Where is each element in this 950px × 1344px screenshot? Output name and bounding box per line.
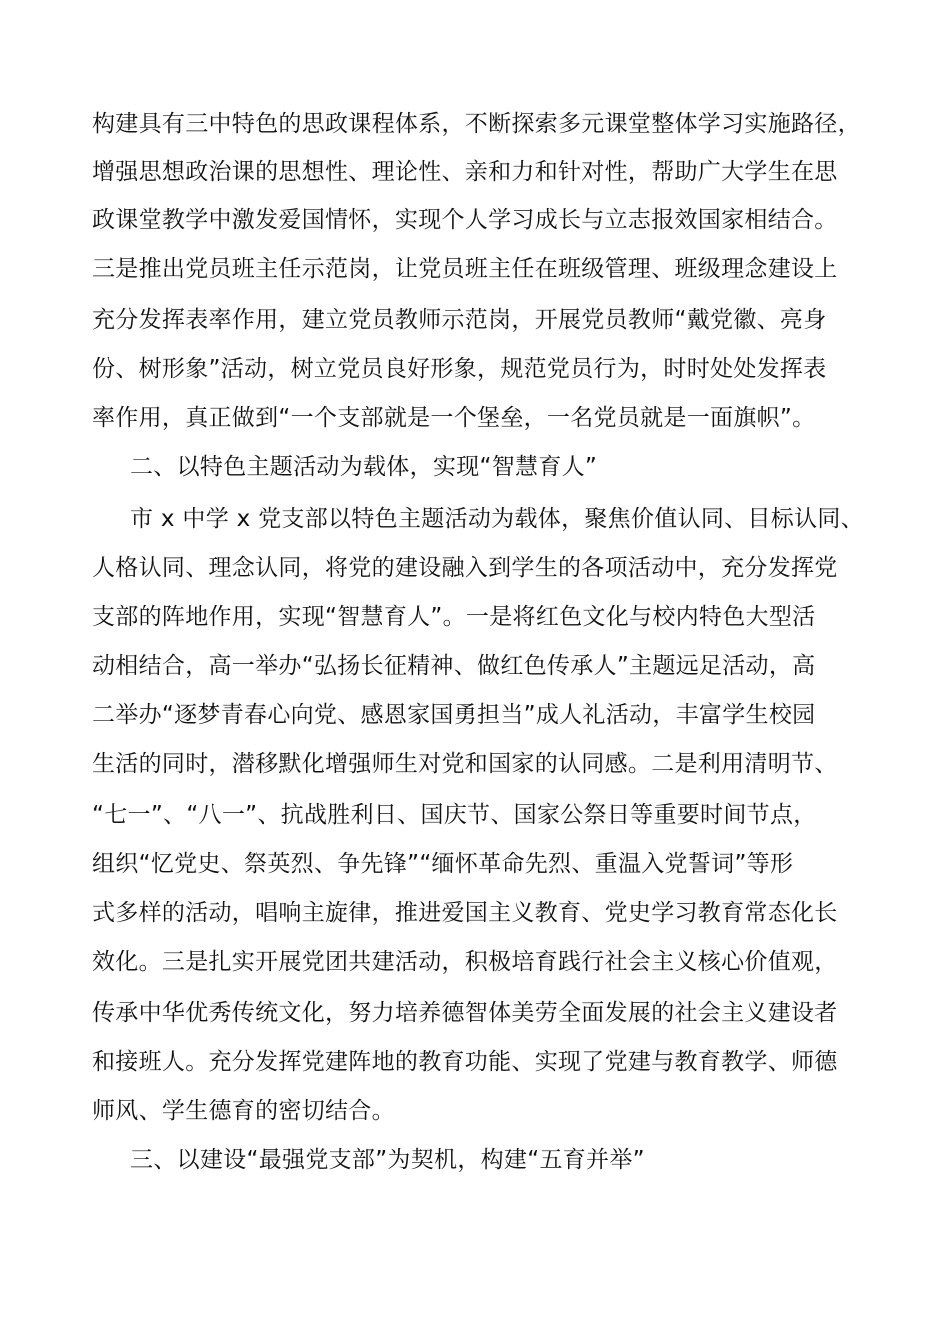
- body-text-line: 构建具有三中特色的思政课程体系，不断探索多元课堂整体学习实施路径，: [92, 111, 861, 137]
- body-text-line: 支部的阵地作用，实现“智慧育人”。一是将红色文化与校内特色大型活: [92, 604, 816, 630]
- body-text-line: 动相结合，高一举办“弘扬长征精神、做红色传承人”主题远足活动，高: [92, 653, 816, 679]
- body-text-line: 率作用，真正做到“一个支部就是一个堡垒，一名党员就是一面旗帜”。: [92, 405, 816, 431]
- body-text-line: 师风、学生德育的密切结合。: [92, 1098, 395, 1124]
- body-text-line: 组织“忆党史、祭英烈、争先锋”“缅怀革命先烈、重温入党誓词”等形: [92, 851, 794, 877]
- body-text-line: 传承中华优秀传统文化，努力培养德智体美劳全面发展的社会主义建设者: [92, 1000, 838, 1026]
- body-text-line: “七一”、“八一”、抗战胜利日、国庆节、国家公祭日等重要时间节点，: [92, 802, 817, 828]
- body-text-line: 人格认同、理念认同，将党的建设融入到学生的各项活动中，充分发挥党: [92, 555, 838, 581]
- body-text-line: 二举办“逐梦青春心向党、感恩家国勇担当”成人礼活动，丰富学生校园: [92, 702, 816, 728]
- body-text-line: 效化。三是扎实开展党团共建活动，积极培育践行社会主义核心价值观，: [92, 949, 838, 975]
- body-text-line: 份、树形象”活动，树立党员良好形象，规范党员行为，时时处处发挥表: [92, 356, 827, 382]
- body-text-line: 三是推出党员班主任示范岗，让党员班主任在班级管理、班级理念建设上: [92, 256, 838, 282]
- body-text-line: 政课堂教学中激发爱国情怀，实现个人学习成长与立志报效国家相结合。: [92, 207, 838, 233]
- body-text-line: 增强思想政治课的思想性、理论性、亲和力和针对性，帮助广大学生在思: [92, 159, 838, 185]
- body-text-line: 充分发挥表率作用，建立党员教师示范岗，开展党员教师“戴党徽、亮身: [92, 307, 827, 333]
- body-text-line: 市 x 中学 x 党支部以特色主题活动为载体，聚焦价值认同、目标认同、: [130, 506, 864, 532]
- body-text-line: 式多样的活动，唱响主旋律，推进爱国主义教育、党史学习教育常态化长: [92, 900, 838, 926]
- body-text-line: 生活的同时，潜移默化增强师生对党和国家的认同感。二是利用清明节、: [92, 751, 838, 777]
- section-heading: 二、以特色主题活动为载体，实现“智慧育人”: [130, 454, 598, 480]
- section-heading: 三、以建设“最强党支部”为契机，构建“五育并举”: [130, 1147, 645, 1173]
- body-text-line: 和接班人。充分发挥党建阵地的教育功能、实现了党建与教育教学、师德: [92, 1049, 838, 1075]
